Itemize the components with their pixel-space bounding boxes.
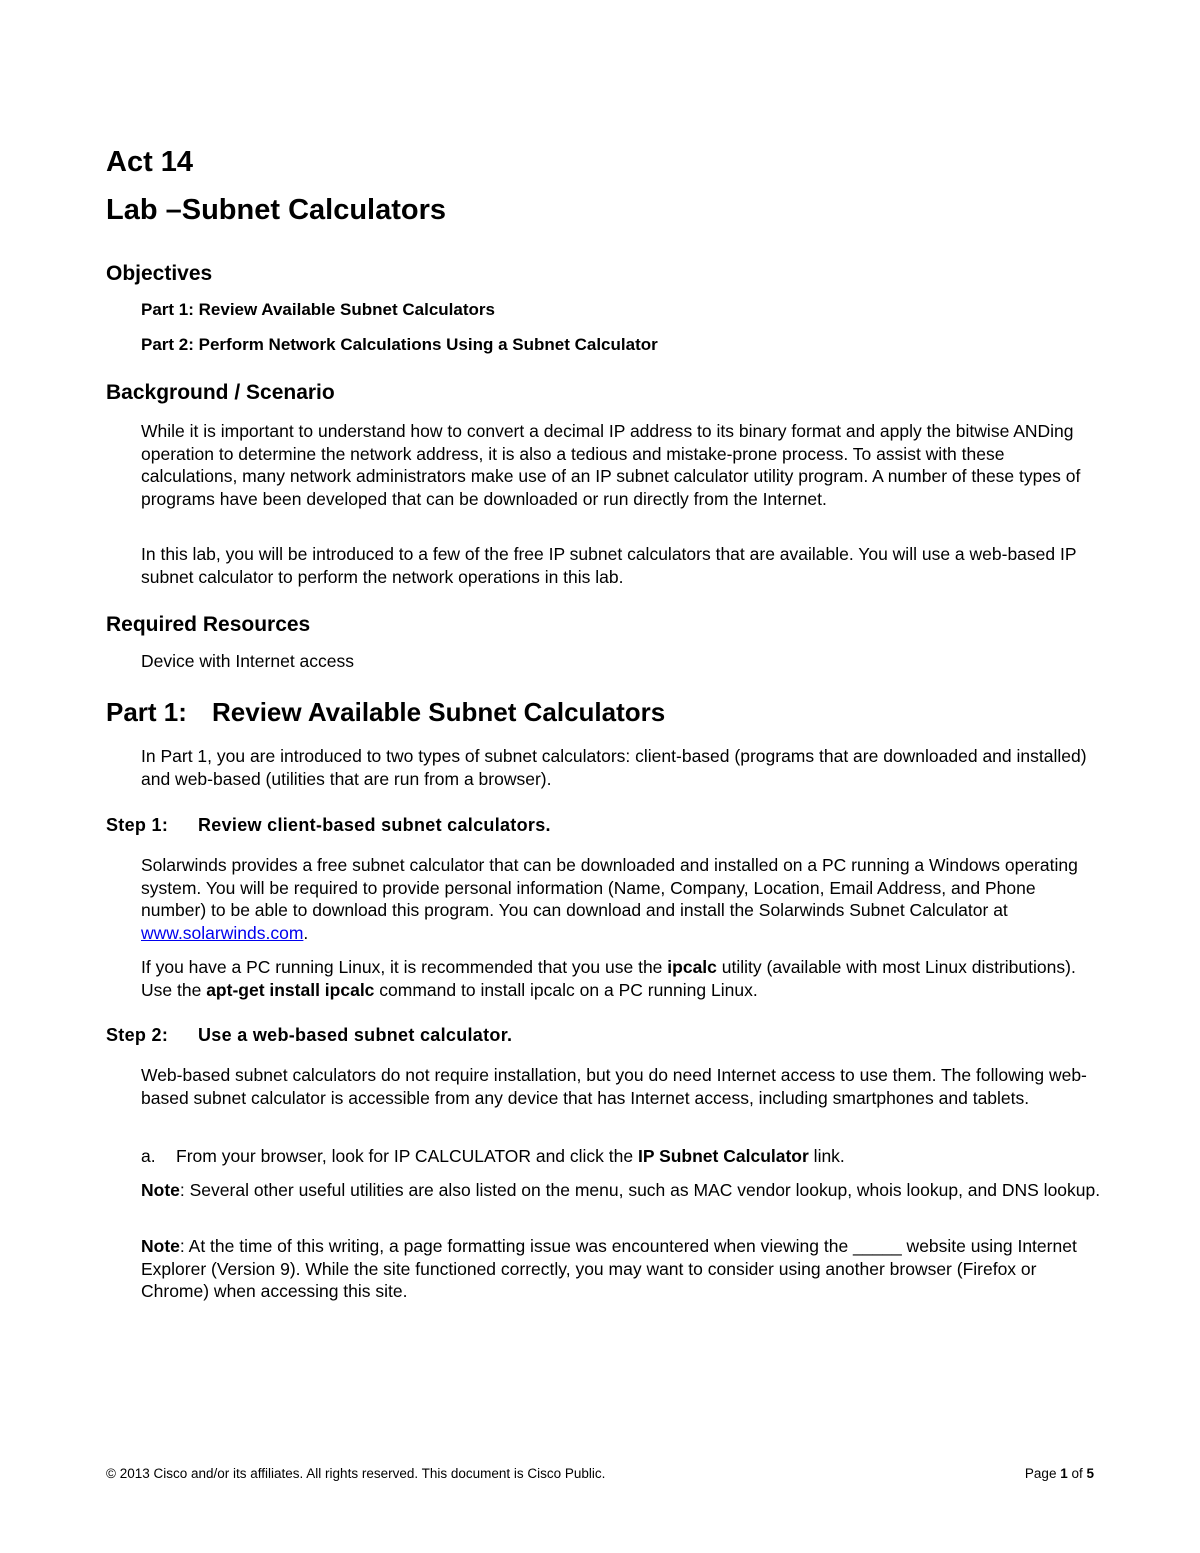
note-1 [141,1179,1101,1202]
note-2-label: Note [141,1236,180,1256]
heading-objectives: Objectives [106,262,213,285]
step-1-p1-end: . [303,922,309,943]
footer-page-number [1025,1466,1094,1481]
step-1-p2-a: If you have a PC running Linux, it is recommended that you use the [141,957,668,977]
page-total: 5 [1086,1466,1094,1481]
note-1-label: Note [141,1180,180,1200]
resource-item: Device with Internet access [141,651,355,671]
ip-subnet-calculator-term: IP Subnet Calculator [637,1146,809,1166]
page-current: 1 [1060,1466,1068,1481]
solarwinds-link[interactable]: www.solarwinds.com [141,922,304,943]
step-2-title: Use a web-based subnet calculator. [198,1025,513,1045]
doc-title-activity: Act 14 [106,146,194,178]
step-1-number: Step 1: [106,815,169,835]
heading-part-1 [106,697,665,728]
page-of: of [1067,1466,1087,1481]
heading-step-1 [106,815,551,836]
background-paragraph-1: While it is important to understand how to convert a decimal IP address to its binary format and apply the bitwise ANDing operation to determine the network address, it is also a tedious and mistake-prone process. To assist with these calculations, many network administrators make use of an IP subnet calculator utility program. A number of these types of programs have been developed that can be downloaded or run directly from the Internet. [141,421,1081,509]
item-a-end: link. [808,1146,845,1166]
page-label: Page [1024,1466,1061,1481]
part-1-number: Part 1: [106,697,187,727]
objective-part-1: Part 1: Review Available Subnet Calculators [141,300,495,319]
note-1-text: : Several other useful utilities are also listed on the menu, such as MAC vendor lookup, whois lookup, and DNS lookup. [179,1180,1101,1200]
step-1-p1-text: Solarwinds provides a free subnet calculator that can be downloaded and installed on a PC running a Windows operating system. You will be required to provide personal information (Name, Company, Location, Email Address, and Phone number) to be able to download this program. You can download and install the Solarwinds Subnet Calculator at [141,855,1078,921]
note-2-text: : At the time of this writing, a page formatting issue was encountered when viewing the _____ website using Internet Explorer (Version 9). While the site functioned correctly, you may want to consider using another browser (Firefox or Chrome) when accessing this site. [141,1236,1077,1302]
background-paragraph-2: In this lab, you will be introduced to a few of the free IP subnet calculators that are available. You will use a web-based IP subnet calculator to perform the network operations in this lab. [141,544,1077,587]
step-1-title: Review client-based subnet calculators. [198,815,551,835]
objective-part-2: Part 2: Perform Network Calculations Using a Subnet Calculator [141,335,658,354]
step-1-p2-e: command to install ipcalc on a PC running Linux. [374,979,758,1000]
step-2-number: Step 2: [106,1025,169,1045]
apt-get-command: apt-get install ipcalc [206,979,375,1000]
part-1-title: Review Available Subnet Calculators [212,697,666,727]
doc-title-lab: Lab –Subnet Calculators [106,194,447,226]
part-1-intro: In Part 1, you are introduced to two types of subnet calculators: client-based (programs that are downloaded and installed) and web-based (utilities that are run from a browser). [141,746,1087,789]
step-1-paragraph-1 [141,854,1101,944]
step-1-p2-c: utility (available with most Linux distributions). Use the [141,957,1076,1000]
item-a-text: From your browser, look for IP CALCULATOR and click the [176,1146,638,1166]
ipcalc-term: ipcalc [667,957,717,977]
heading-required-resources: Required Resources [106,613,311,636]
step-1-paragraph-2 [141,956,1101,1001]
footer-copyright: © 2013 Cisco and/or its affiliates. All rights reserved. This document is Cisco Public. [106,1466,606,1481]
item-a-letter: a. [141,1146,156,1166]
heading-step-2 [106,1025,512,1046]
step-2-paragraph-1: Web-based subnet calculators do not require installation, but you do need Internet access to use them. The following web-based subnet calculator is accessible from any device that has Internet access, including smartphones and tablets. [141,1065,1087,1108]
note-2 [141,1235,1101,1303]
heading-background: Background / Scenario [106,381,335,404]
step-2-item-a [141,1145,1101,1168]
